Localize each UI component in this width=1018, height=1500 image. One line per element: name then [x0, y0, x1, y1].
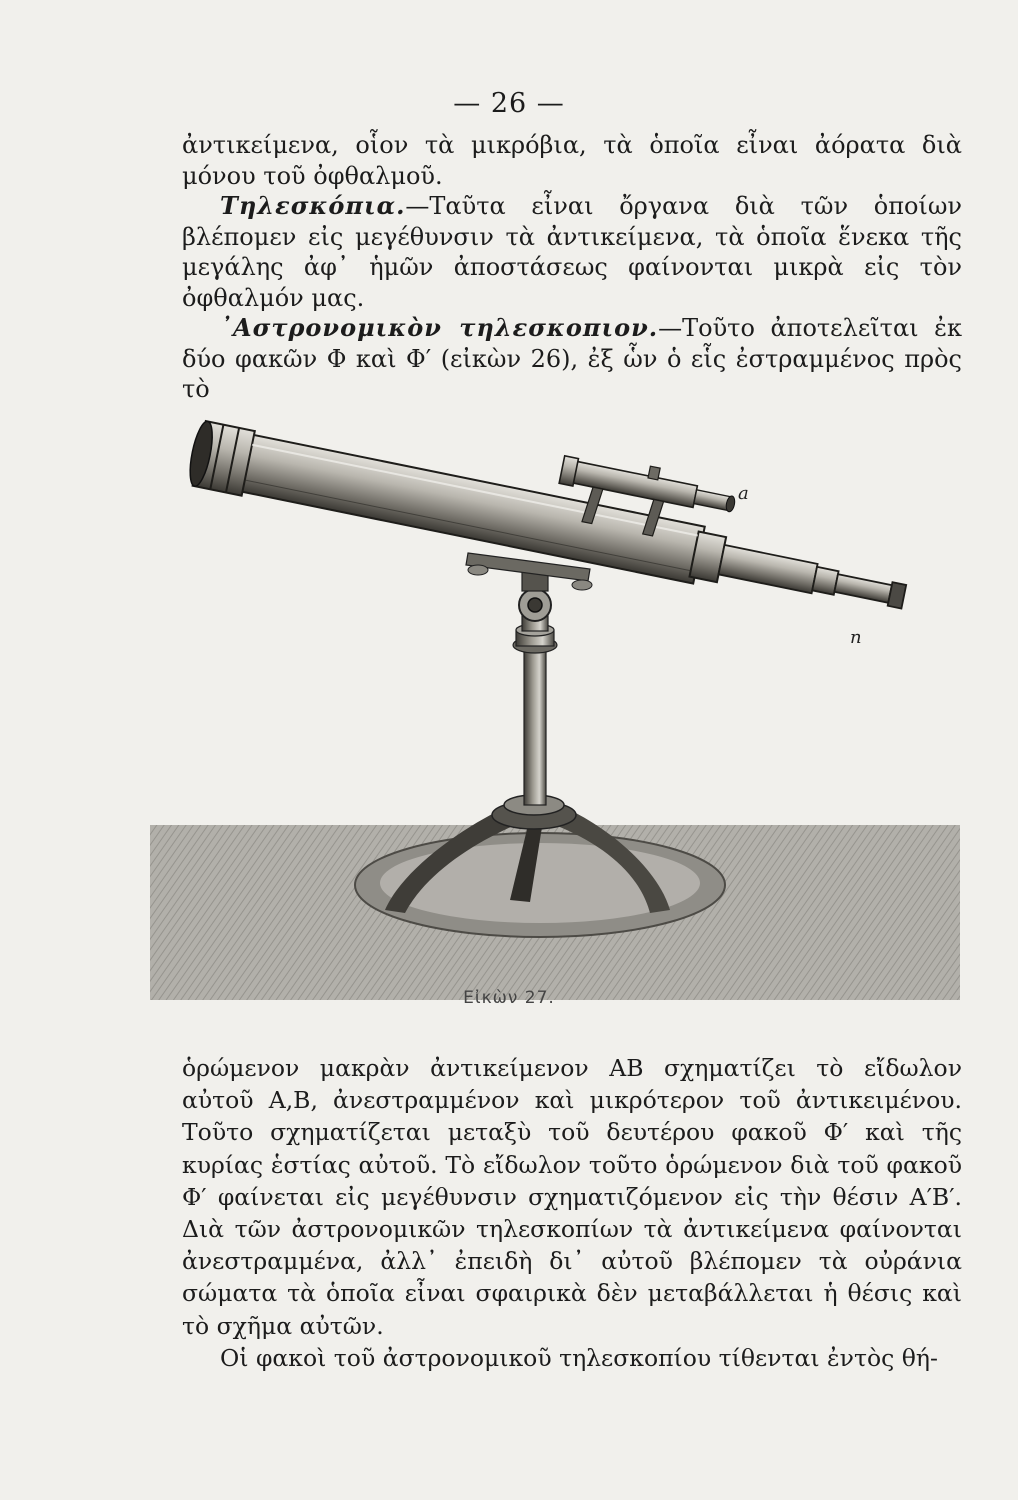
paragraph-microbes: ἀντικείμενα, οἷον τὰ μικρόβια, τὰ ὁποῖα εἶναι ἀόρατα διὰ μόνου τοῦ ὀφθαλμοῦ. — [182, 131, 962, 190]
figure-label-a: a — [738, 483, 749, 504]
paragraph-lenses: Οἱ φακοὶ τοῦ ἀστρονομικοῦ τηλεσκοπίου τίθενται ἐντὸς θή- — [220, 1343, 938, 1372]
figure-label-n: n — [850, 627, 862, 648]
heading-astronomical-telescope: ᾿Αστρονομικὸν τηλεσκοπιον. — [220, 313, 659, 342]
telescope-figure — [150, 405, 960, 1005]
figure-caption: Εἰκὼν 27. — [463, 988, 555, 1008]
telescopes-body: —Ταῦτα εἶναι ὄργανα διὰ τῶν ὁποίων βλέπομεν εἰς μεγέθυνσιν τὰ ἀντικείμενα, τὰ ὁποῖα ἕνεκα τῆς μεγάλης ἀφ᾽ ἡμῶν ἀποστάσεως φαίνονται μικρὰ εἰς τὸν ὀφθαλμόν μας. — [182, 192, 962, 312]
heading-telescopes: Τηλεσκόπια. — [220, 191, 406, 220]
page-number: — 26 — — [453, 88, 565, 119]
paragraph-telescopes — [182, 191, 962, 313]
stand-pillar — [513, 571, 557, 805]
astronomical-telescope-body: —Τοῦτο ἀποτελεῖται ἐκ δύο φακῶν Φ καὶ Φ′ (εἰκὼν 26), ἐξ ὧν ὁ εἷς ἐστραμμένος πρὸς τὸ — [182, 314, 962, 403]
paragraph-astronomical-telescope — [182, 313, 962, 405]
top-text-block — [182, 130, 962, 405]
telescope-engraving — [150, 405, 960, 1005]
bottom-text-block — [182, 1052, 962, 1374]
paragraph-image-formation: ὁρώμενον μακρὰν ἀντικείμενον ΑΒ σχηματίζει τὸ εἴδωλον αὐτοῦ Α,Β, ἀνεστραμμένον καὶ μικρότερον τοῦ ἀντικειμένου. Τοῦτο σχηματίζεται μεταξὺ τοῦ δευτέρου φακοῦ Φ′ καὶ τῆς κυρίας ἑστίας αὐτοῦ. Τὸ εἴδωλον τοῦτο ὁρώμενον διὰ τοῦ φακοῦ Φ′ φαίνεται εἰς μεγέθυνσιν σχηματιζόμενον εἰς τὴν θέσιν Α′Β′. Διὰ τῶν ἀστρονομικῶν τηλεσκοπίων τὰ ἀντικείμενα φαίνονται ἀνεστραμμένα, ἀλλ᾽ ἐπειδὴ δι᾽ αὐτοῦ βλέπομεν τὰ οὐράνια σώματα τὰ ὁποῖα εἶναι σφαιρικὰ δὲν μεταβάλλεται ἡ θέσις καὶ τὸ σχῆμα αὐτῶν. — [182, 1054, 962, 1340]
